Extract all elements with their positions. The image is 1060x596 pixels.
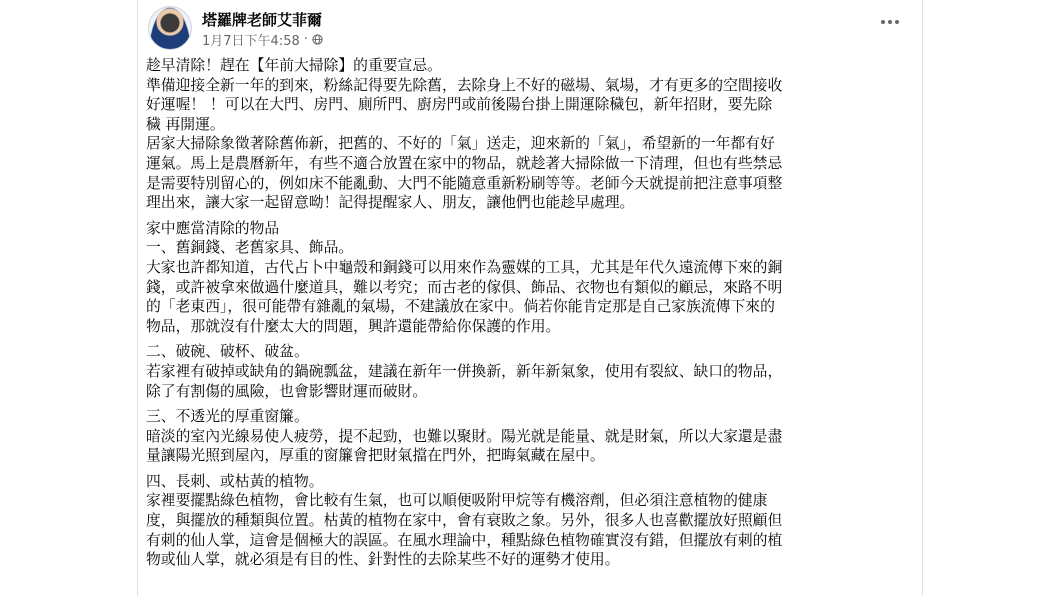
- more-options-icon[interactable]: [874, 10, 906, 34]
- intro-line: 準備迎接全新一年的到來，粉絲記得要先除舊，去除身上不好的磁場、氣場，才有更多的空間接收 好運喔！ ！可以在大門、房門、廁所門、廚房門或前後陽台掛上開運除穢包，新年招財，要先除 穢 再開運。: [146, 76, 783, 133]
- section-text: 暗淡的室內光線易使人疲勞，提不起勁，也難以聚財。陽光就是能量、就是財氣，所以大家還是盡 量讓陽光照到屋內，厚重的窗簾會把財氣擋在門外，把晦氣藏在屋中。: [146, 427, 783, 465]
- section-heading: 二、破碗、破杯、破盆。: [146, 343, 309, 361]
- section-block: [146, 472, 914, 570]
- post-timestamp[interactable]: 1月7日下午4:58: [202, 34, 300, 49]
- section-block: [146, 407, 914, 466]
- facebook-post: [137, 0, 923, 596]
- intro-line: 趁早清除！趕在【年前大掃除】的重要宣忌。: [146, 57, 442, 74]
- section-heading: 三、不透光的厚重窗簾。: [146, 408, 309, 426]
- list-title: 家中應當清除的物品: [146, 219, 280, 237]
- meta-separator: ·: [303, 32, 308, 47]
- section-text: 大家也許都知道，古代占卜中龜殼和銅錢可以用來作為靈媒的工具，尤其是年代久遠流傳下來的銅 錢，或許被拿來做過什麼道具，難以考究；而古老的傢俱、飾品、衣物也有類似的顧忌，來路不明 的「老東西」，很可能帶有雜亂的氣場，不建議放在家中。倘若你能肯定那是自己家族流傳下來的 物品，那就沒有什麼太大的問題，興許還能帶給你保護的作用。: [146, 258, 783, 335]
- section-heading: 四、長刺、或枯黃的植物。: [146, 472, 324, 490]
- section-text: 若家裡有破掉或缺角的鍋碗瓢盆，建議在新年一併換新，新年新氣象，使用有裂紋、缺口的物品， 除了有割傷的風險，也會影響財運而破財。: [146, 362, 783, 400]
- post-meta: [202, 30, 323, 49]
- section-block: [146, 219, 914, 337]
- section-heading: 一、舊銅錢、老舊家具、飾品。: [146, 239, 354, 257]
- section-text: 家裡要擺點綠色植物，會比較有生氣，也可以順便吸附甲烷等有機溶劑，但必須注意植物的健康 度，與擺放的種類與位置。枯黃的植物在家中，會有衰敗之象。另外，很多人也喜歡擺放好照顧但 有刺的仙人掌，這會是個極大的誤區。在風水理論中，種點綠色植物確實沒有錯，但擺放有刺的植 物或仙人掌，就必須是有目的性、針對性的去除某些不好的運勢才使用。: [146, 492, 783, 569]
- intro-block: [146, 56, 914, 213]
- post-body: [146, 56, 914, 576]
- post-header: [146, 6, 914, 56]
- author-avatar[interactable]: [148, 6, 192, 50]
- intro-line: 居家大掃除象徵著除舊佈新，把舊的、不好的「氣」送走，迎來新的「氣」，希望新的一年都有好 運氣。馬上是農曆新年，有些不適合放置在家中的物品，就趁著大掃除做一下清理，但也有些禁忌 是需要特別留心的，例如床不能亂動、大門不能隨意重新粉刷等等。老師今天就提前把注意事項整 理出來，讓大家一起留意呦！記得提醒家人、朋友，讓他們也能趁早處理。: [146, 135, 783, 212]
- author-name[interactable]: 塔羅牌老師艾菲爾: [202, 11, 323, 29]
- section-block: [146, 342, 914, 401]
- globe-icon: [312, 34, 323, 45]
